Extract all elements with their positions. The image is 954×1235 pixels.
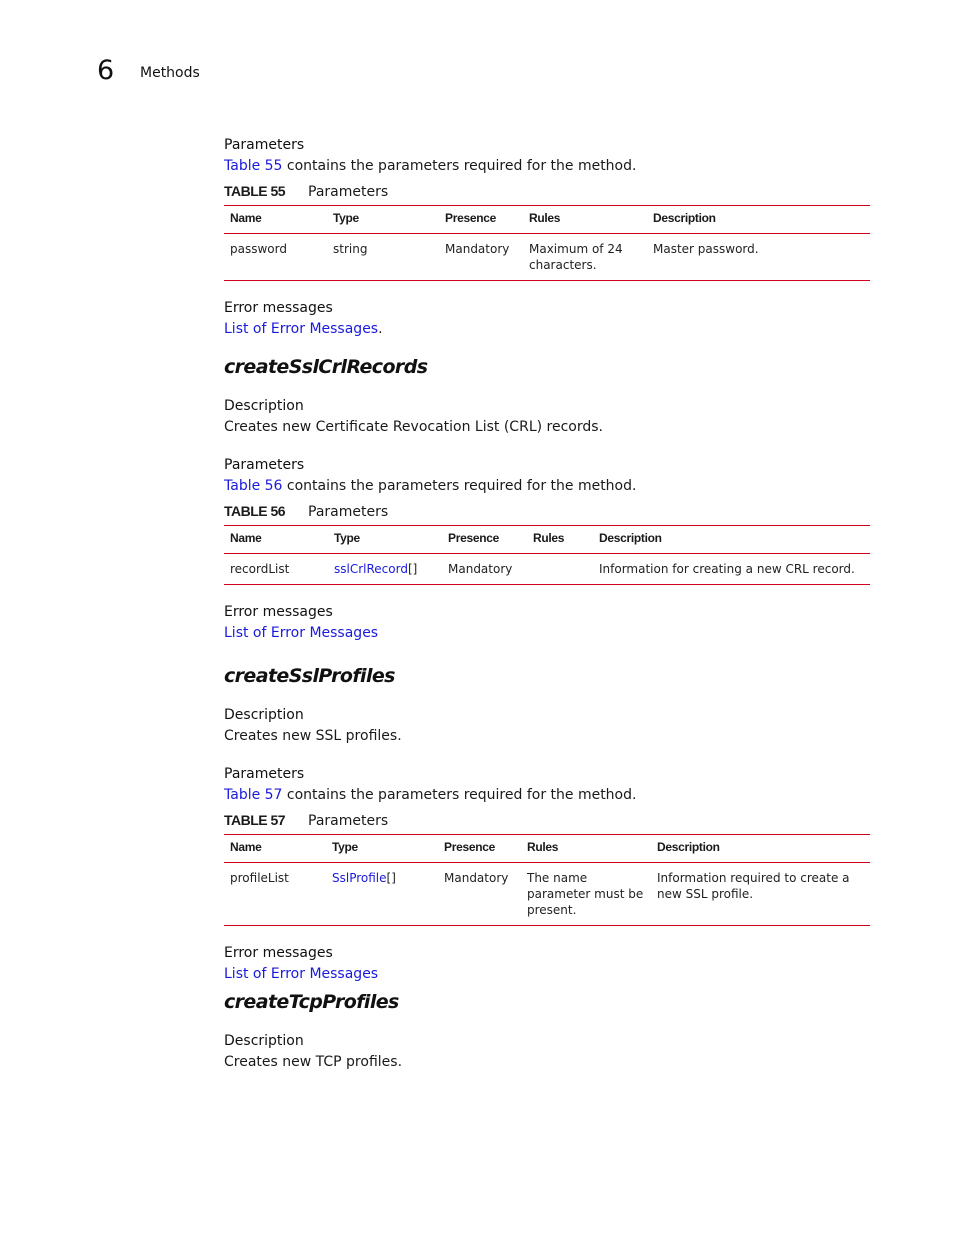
ssl-profile-link[interactable]: SslProfile: [332, 871, 387, 885]
description-text: Creates new SSL profiles.: [224, 728, 402, 744]
errors-heading: Error messages: [224, 945, 333, 961]
col-name: Name: [224, 206, 327, 234]
col-rules: Rules: [527, 526, 593, 554]
method-title: createSslCrlRecords: [224, 356, 428, 378]
params-intro-text: contains the parameters required for the method.: [282, 787, 637, 803]
table-56-link[interactable]: Table 56: [224, 478, 283, 494]
description-text: Creates new Certificate Revocation List (CRL) records.: [224, 419, 603, 435]
col-presence: Presence: [438, 835, 521, 863]
cell-rules: [527, 554, 593, 585]
method-title: createTcpProfiles: [224, 991, 399, 1013]
errors-heading: Error messages: [224, 604, 333, 620]
col-type: Type: [328, 526, 442, 554]
params-intro: [224, 786, 870, 804]
cell-description: Information required to create a new SSL profile.: [651, 863, 870, 926]
chapter-number: 6: [97, 55, 115, 86]
cell-type: string: [327, 234, 439, 281]
table-56: [224, 525, 870, 585]
col-description: Description: [647, 206, 870, 234]
description-heading: Description: [224, 1033, 304, 1049]
cell-rules: The name parameter must be present.: [521, 863, 651, 926]
table-57-caption: [224, 811, 870, 830]
table-row: [224, 863, 870, 926]
error-messages-link[interactable]: List of Error Messages: [224, 321, 379, 337]
params-heading: Parameters: [224, 137, 305, 153]
description-heading: Description: [224, 398, 304, 414]
col-description: Description: [651, 835, 870, 863]
cell-name: recordList: [224, 554, 328, 585]
table-55-title: Parameters: [308, 184, 389, 200]
error-messages-link[interactable]: List of Error Messages: [224, 966, 379, 982]
error-messages-link[interactable]: List of Error Messages: [224, 625, 379, 641]
table-header-row: [224, 526, 870, 554]
errors-suffix: .: [378, 321, 383, 337]
col-name: Name: [224, 835, 326, 863]
col-name: Name: [224, 526, 328, 554]
col-presence: Presence: [439, 206, 523, 234]
table-55-link[interactable]: Table 55: [224, 158, 283, 174]
description-heading: Description: [224, 707, 304, 723]
params-intro: [224, 477, 870, 495]
section-create-tcp-profiles: [224, 991, 870, 1071]
table-56-caption: [224, 502, 870, 521]
cell-type: [326, 863, 438, 926]
params-intro-text: contains the parameters required for the method.: [282, 478, 637, 494]
col-type: Type: [327, 206, 439, 234]
table-57-label: TABLE 57: [224, 812, 286, 828]
cell-rules: Maximum of 24 characters.: [523, 234, 647, 281]
cell-name: profileList: [224, 863, 326, 926]
table-57-link[interactable]: Table 57: [224, 787, 283, 803]
cell-description: Master password.: [647, 234, 870, 281]
errors-line: [224, 965, 870, 983]
errors-line: [224, 624, 870, 642]
cell-presence: Mandatory: [442, 554, 527, 585]
cell-type: [328, 554, 442, 585]
table-57: [224, 834, 870, 926]
params-intro-text: contains the parameters required for the method.: [282, 158, 637, 174]
cell-name: password: [224, 234, 327, 281]
table-row: [224, 554, 870, 585]
method-title: createSslProfiles: [224, 665, 395, 687]
col-type: Type: [326, 835, 438, 863]
col-presence: Presence: [442, 526, 527, 554]
table-header-row: [224, 835, 870, 863]
params-intro: [224, 157, 870, 175]
type-suffix: []: [386, 871, 396, 885]
table-55: [224, 205, 870, 281]
chapter-title: Methods: [140, 65, 200, 81]
params-heading: Parameters: [224, 457, 305, 473]
cell-description: Information for creating a new CRL record.: [593, 554, 870, 585]
col-rules: Rules: [521, 835, 651, 863]
table-56-title: Parameters: [308, 504, 389, 520]
table-55-label: TABLE 55: [224, 183, 286, 199]
table-55-caption: [224, 182, 870, 201]
errors-line: [224, 320, 870, 338]
section-create-ssl-crl-records: [224, 356, 870, 642]
errors-heading: Error messages: [224, 300, 333, 316]
table-header-row: [224, 206, 870, 234]
section-password-params: [224, 136, 870, 338]
cell-presence: Mandatory: [438, 863, 521, 926]
section-create-ssl-profiles: [224, 665, 870, 983]
type-suffix: []: [407, 562, 418, 576]
table-row: [224, 234, 870, 281]
col-rules: Rules: [523, 206, 647, 234]
description-text: Creates new TCP profiles.: [224, 1054, 403, 1070]
cell-presence: Mandatory: [439, 234, 523, 281]
ssl-crl-record-link[interactable]: sslCrlRecord: [334, 562, 408, 576]
params-heading: Parameters: [224, 766, 305, 782]
table-57-title: Parameters: [308, 813, 389, 829]
col-description: Description: [593, 526, 870, 554]
table-56-label: TABLE 56: [224, 503, 286, 519]
